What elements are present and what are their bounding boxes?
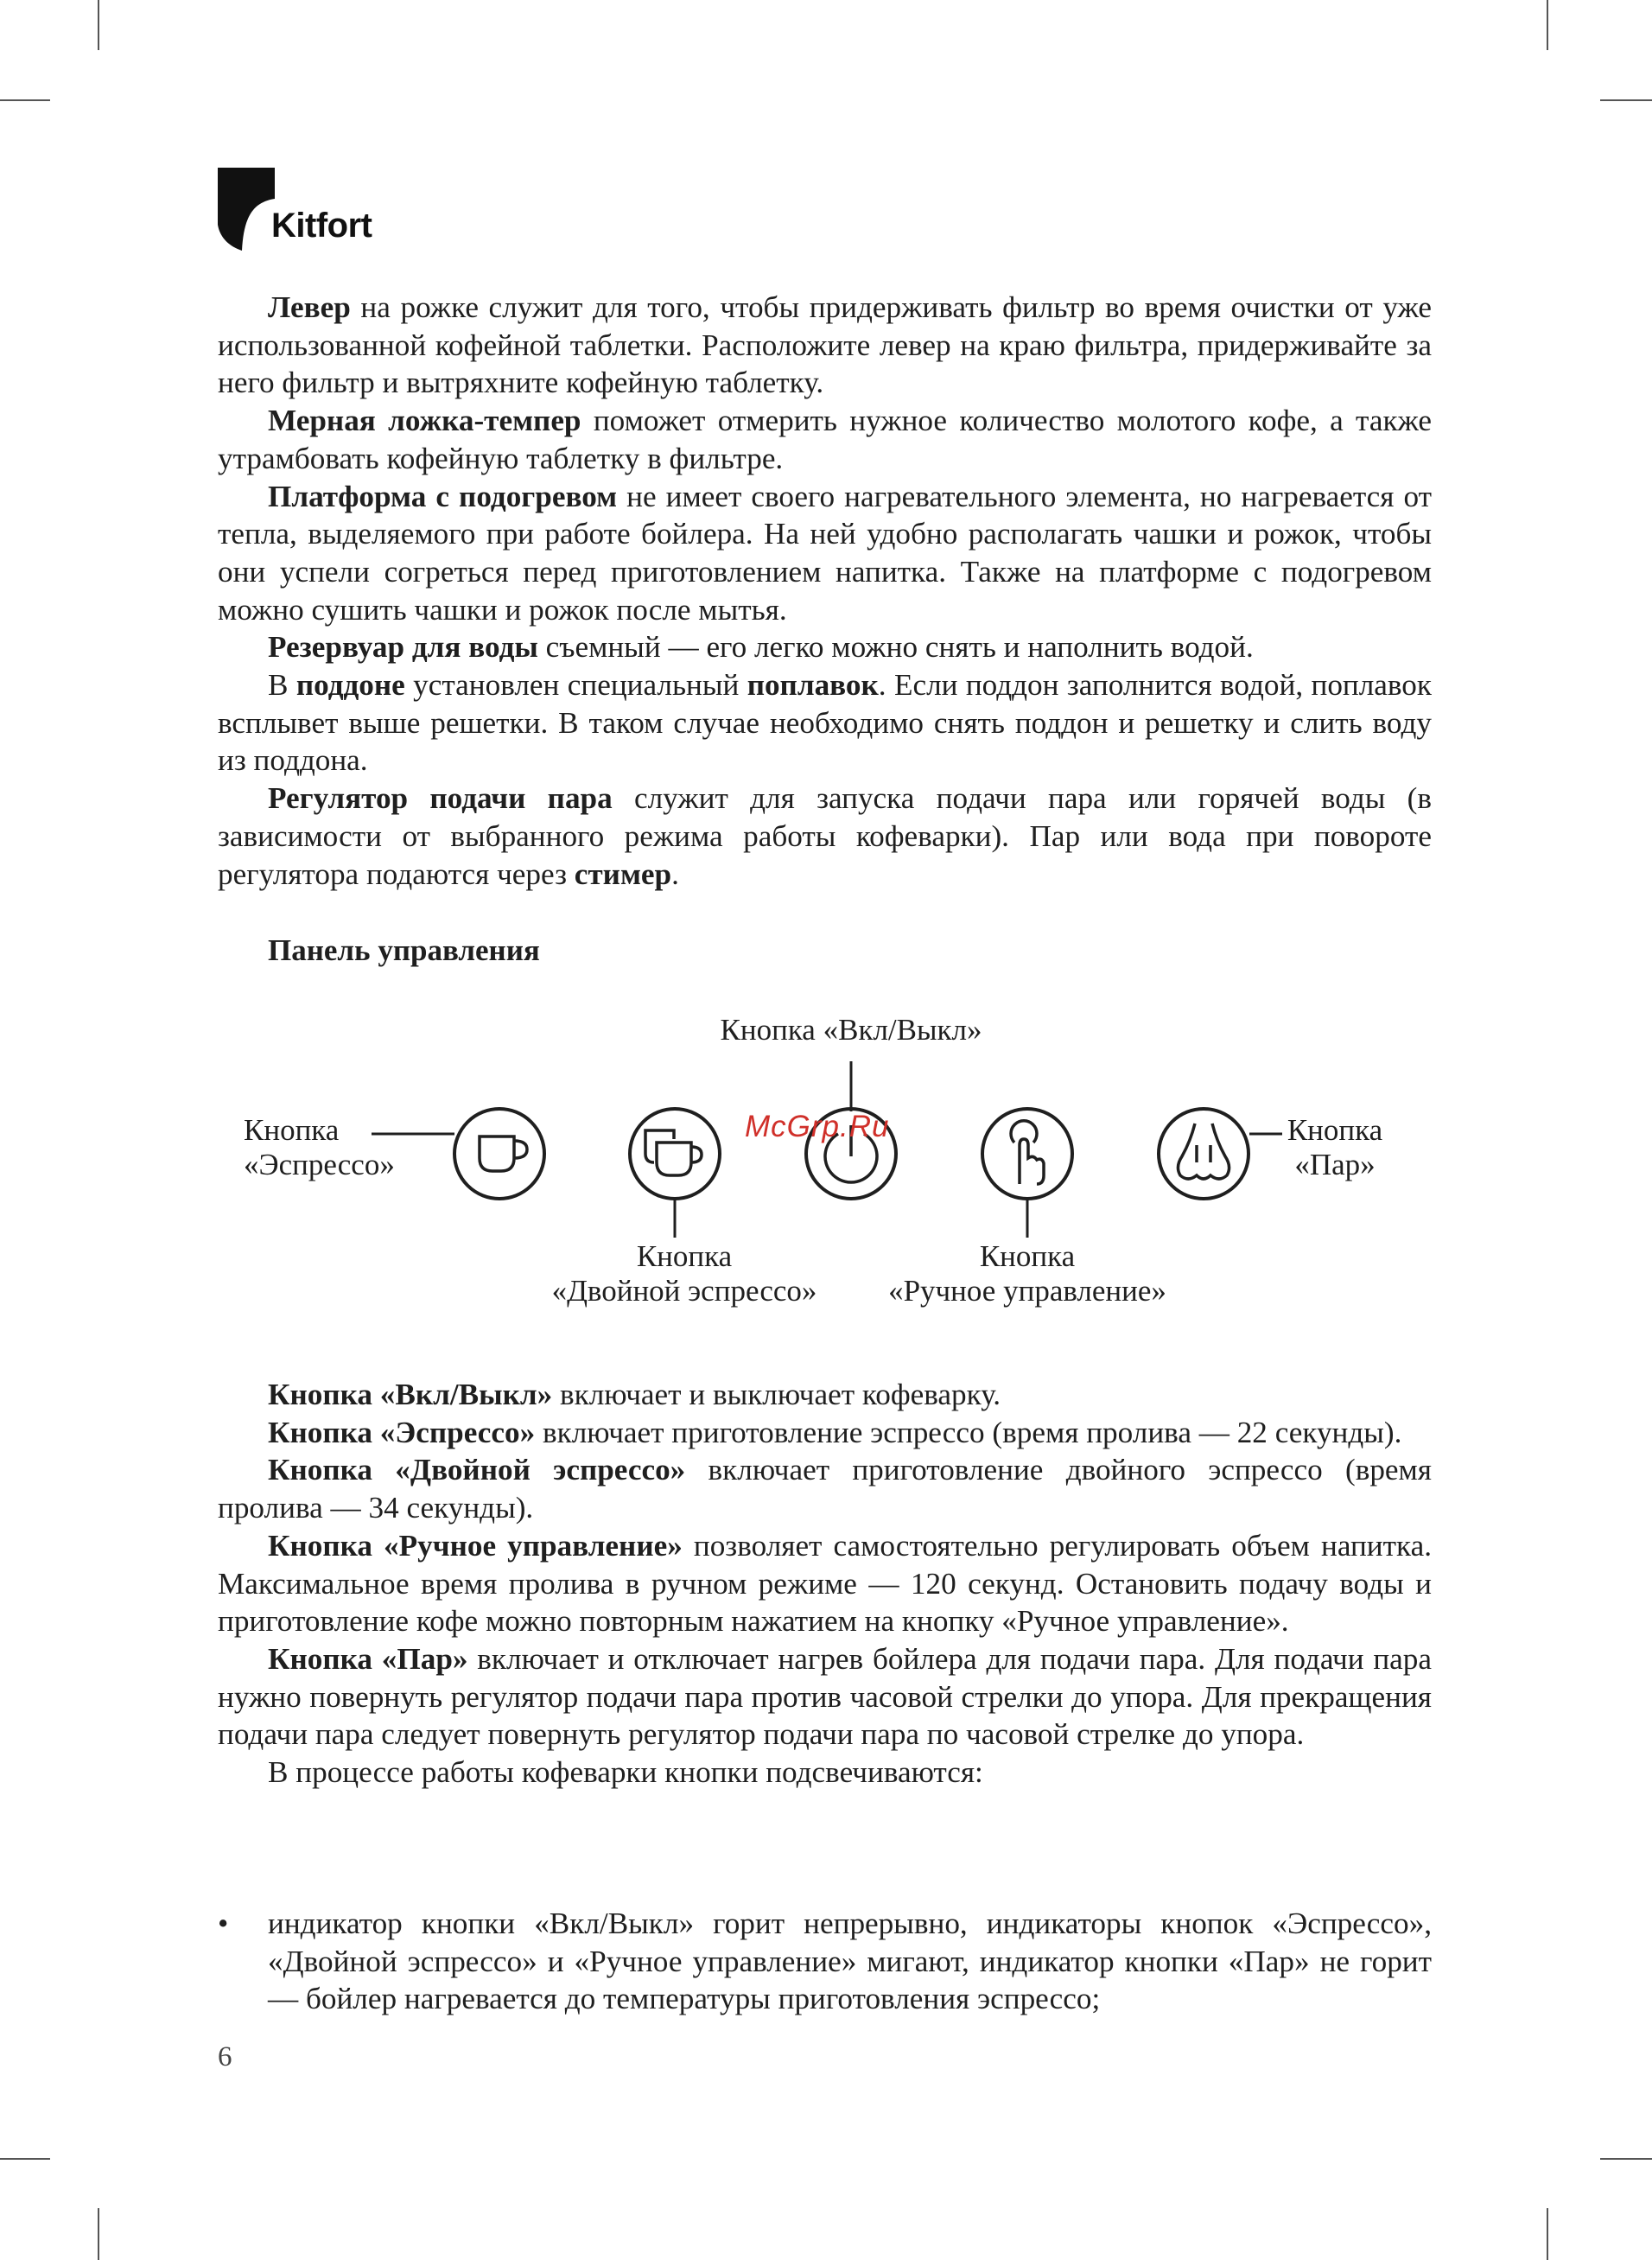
- steam-button[interactable]: [1159, 1109, 1249, 1199]
- list-item: [218, 1905, 1432, 2018]
- list-item-text: индикатор кнопки «Вкл/Выкл» горит непрерывно, индикаторы кнопок «Эспрессо», «Двойной эспрессо» и «Ручное управление» мигают, индикатор кнопки «Пар» не горит — бойлер нагревается до температуры приготовления эспрессо;: [268, 1907, 1432, 2016]
- double-espresso-label-2: «Двойной эспрессо»: [551, 1274, 817, 1308]
- paragraph-espresso-button: Кнопка «Эспрессо» включает приготовление эспрессо (время пролива — 22 секунды).: [268, 1415, 1402, 1449]
- espresso-button-label-2: «Эспрессо»: [244, 1148, 395, 1181]
- crop-mark: [0, 99, 50, 101]
- crop-mark: [1547, 0, 1548, 50]
- crop-mark: [1547, 2208, 1548, 2260]
- button-descriptions: [218, 1376, 1432, 1792]
- brand-name: Kitfort: [271, 207, 372, 245]
- manual-control-button[interactable]: [982, 1109, 1072, 1199]
- brand-logo: [218, 168, 372, 251]
- paragraph-manual-button: Кнопка «Ручное управление» позволяет самостоятельно регулировать объем напитка. Максимальное время пролива в ручном режиме — 120 секунд. Остановить подачу воды и приготовление кофе можно повторным нажатием на кнопку «Ручное управление».: [218, 1528, 1432, 1639]
- manual-control-label-1: Кнопка: [979, 1239, 1076, 1273]
- crop-mark: [1600, 99, 1652, 101]
- watermark: McGrp.Ru: [745, 1110, 890, 1143]
- crop-mark: [98, 2208, 99, 2260]
- double-espresso-label-1: Кнопка: [636, 1239, 733, 1273]
- bullet-marker: •: [218, 1907, 229, 1940]
- paragraph-steam-regulator: Регулятор подачи пара служит для запуска подачи пара или горячей воды (в зависимости от выбранного режима работы кофеварки). Пар или вода при повороте регулятора подаются через стимер.: [218, 781, 1432, 891]
- espresso-button-label-1: Кнопка: [244, 1113, 340, 1147]
- steam-icon: [1178, 1124, 1229, 1179]
- touch-hand-icon: [1011, 1121, 1044, 1184]
- crop-mark: [98, 0, 99, 50]
- paragraph-power-button: Кнопка «Вкл/Выкл» включает и выключает кофеварку.: [268, 1378, 1001, 1411]
- paragraph-lever: Левер на рожке служит для того, чтобы придерживать фильтр во время очистки от уже использованной кофейной таблетки. Расположите левер на краю фильтра, придерживайте за него фильтр и вытряхните кофейную таблетку.: [218, 290, 1432, 400]
- paragraph-platform: Платформа с подогревом не имеет своего нагревательного элемента, но нагревается от тепла, выделяемого при работе бойлера. На ней удобно располагать чашки и рожок, чтобы они успели согреться перед приготовлением напитка. Также на платформе с подогревом можно сушить чашки и рожок после мытья.: [218, 479, 1433, 627]
- paragraph-tamper: Мерная ложка-темпер поможет отмерить нужное количество молотого кофе, а также утрамбовать кофейную таблетку в фильтре.: [218, 404, 1432, 475]
- manual-control-label-2: «Ручное управление»: [888, 1274, 1166, 1308]
- crop-mark: [1600, 2158, 1652, 2160]
- double-espresso-button[interactable]: [630, 1109, 720, 1199]
- intro-text: [218, 289, 1432, 893]
- paragraph-lights-intro: В процессе работы кофеварки кнопки подсвечиваются:: [268, 1755, 983, 1790]
- paragraph-tray: В поддоне установлен специальный поплавок. Если поддон заполнится водой, поплавок всплывет выше решетки. В таком случае необходимо снять поддон и решетку и слить воду из поддона.: [218, 668, 1432, 778]
- espresso-button[interactable]: [454, 1109, 544, 1199]
- steam-button-label-2: «Пар»: [1294, 1148, 1376, 1181]
- paragraph-reservoir: Резервуар для воды съемный — его легко можно снять и наполнить водой.: [268, 630, 1254, 665]
- double-cup-icon: [645, 1130, 702, 1175]
- kitfort-logo-icon: [218, 168, 276, 251]
- page-number: 6: [218, 2041, 232, 2072]
- section-heading: Панель управления: [268, 933, 540, 967]
- indicator-list: [218, 1905, 1432, 2018]
- cup-icon: [480, 1136, 527, 1171]
- crop-mark: [0, 2158, 50, 2160]
- paragraph-steam-button: Кнопка «Пар» включает и отключает нагрев бойлера для подачи пара. Для подачи пара нужно повернуть регулятор подачи пара против часовой стрелки до упора. Для прекращения подачи пара следует повернуть регулятор подачи пара по часовой стрелке до упора.: [218, 1641, 1433, 1752]
- paragraph-double-espresso-button: Кнопка «Двойной эспрессо» включает приготовление двойного эспрессо (время пролива — 34 секунды).: [218, 1453, 1432, 1525]
- power-button-label: Кнопка «Вкл/Выкл»: [720, 1013, 982, 1047]
- steam-button-label-1: Кнопка: [1287, 1113, 1383, 1147]
